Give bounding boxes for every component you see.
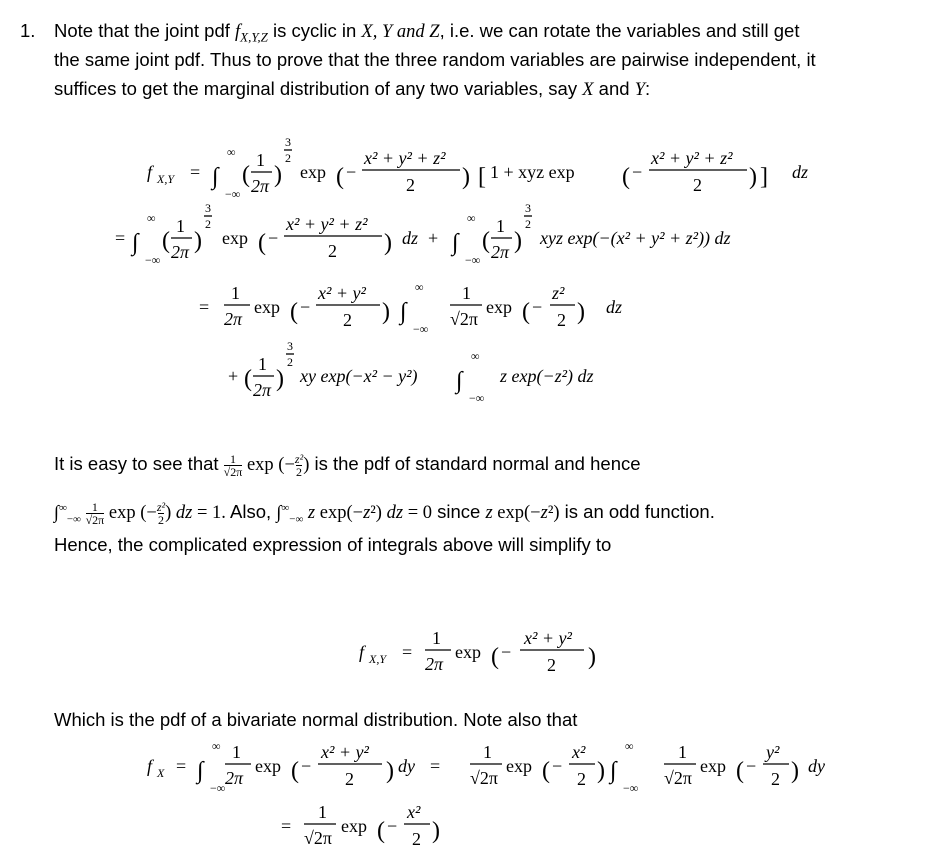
- joint-pdf-symbol: $f_{X,Y,Z}$: [235, 22, 268, 45]
- svg-text:exp: exp: [506, 756, 532, 776]
- svg-text:2: 2: [771, 769, 780, 789]
- svg-text:exp: exp: [300, 162, 326, 182]
- svg-text:z²: z²: [552, 283, 565, 303]
- svg-text:−: −: [301, 756, 312, 776]
- svg-text:−: −: [387, 816, 398, 836]
- equation-row-3: [199, 280, 622, 336]
- svg-text:∞: ∞: [625, 739, 634, 753]
- svg-text:): ): [382, 299, 390, 325]
- svg-text:√2π: √2π: [304, 828, 332, 848]
- svg-text:(: (: [244, 366, 252, 392]
- derivation-equations: [0, 120, 952, 425]
- svg-text:2: 2: [287, 355, 293, 369]
- svg-text:): ): [514, 228, 522, 254]
- svg-text:2: 2: [557, 310, 566, 330]
- intro-text-1b: is cyclic in: [267, 20, 362, 41]
- svg-text:): ): [749, 164, 757, 190]
- svg-text:): ): [597, 758, 605, 784]
- svg-text:−∞: −∞: [210, 781, 226, 795]
- svg-text:=: =: [115, 228, 126, 248]
- svg-text:): ): [276, 366, 284, 392]
- svg-text:−∞: −∞: [413, 322, 429, 336]
- svg-text:2π: 2π: [225, 768, 244, 788]
- svg-text:∞: ∞: [471, 349, 480, 363]
- svg-text:exp: exp: [700, 756, 726, 776]
- svg-text:(: (: [258, 230, 266, 256]
- svg-text:√2π: √2π: [450, 309, 478, 329]
- svg-text:): ): [384, 230, 392, 256]
- svg-text:dy: dy: [808, 756, 825, 776]
- marginal-row-1: [147, 739, 825, 795]
- svg-text:=: =: [199, 297, 210, 317]
- svg-text:xy exp(−x² − y²): xy exp(−x² − y²): [300, 366, 418, 386]
- svg-text:X,Y: X,Y: [157, 172, 175, 186]
- svg-text:∫: ∫: [197, 758, 204, 784]
- svg-text:(: (: [242, 162, 250, 188]
- svg-text:∞: ∞: [467, 211, 476, 225]
- svg-text:1: 1: [176, 216, 185, 236]
- para2-line-3: Hence, the complicated expression of integrals above will simplify to: [54, 534, 612, 555]
- equation-row-2: [115, 201, 731, 267]
- svg-text:−: −: [632, 162, 643, 182]
- svg-text:=: =: [430, 756, 441, 776]
- svg-text:x² + y²: x² + y²: [524, 628, 572, 648]
- svg-text:−: −: [268, 228, 279, 248]
- svg-text:x² + y² + z²: x² + y² + z²: [286, 214, 368, 234]
- equation-row-1: [147, 135, 808, 201]
- svg-text:−: −: [746, 756, 757, 776]
- svg-text:x²: x²: [572, 742, 586, 762]
- svg-text:2π: 2π: [251, 176, 270, 196]
- svg-text:2: 2: [406, 175, 415, 195]
- svg-text:1: 1: [318, 802, 327, 822]
- svg-text:dz: dz: [606, 297, 623, 317]
- marginal-equation: [0, 730, 952, 866]
- svg-text:(: (: [291, 758, 299, 784]
- svg-text:2π: 2π: [253, 380, 272, 400]
- svg-text:(: (: [162, 228, 170, 254]
- svg-text:): ): [588, 644, 596, 670]
- svg-text:2: 2: [577, 769, 586, 789]
- svg-text:(: (: [522, 299, 530, 325]
- svg-text:2π: 2π: [425, 654, 444, 674]
- svg-text:1: 1: [258, 354, 267, 374]
- svg-text:z exp(−z²) dz: z exp(−z²) dz: [500, 366, 594, 386]
- svg-text:): ): [432, 818, 440, 844]
- svg-text:(: (: [622, 164, 630, 190]
- svg-text:y²: y²: [766, 742, 780, 762]
- svg-text:3: 3: [525, 201, 531, 215]
- svg-text:dz: dz: [402, 228, 419, 248]
- svg-text:exp: exp: [486, 297, 512, 317]
- svg-text:1: 1: [483, 742, 492, 762]
- svg-text:∞: ∞: [415, 280, 424, 294]
- svg-text:): ): [791, 758, 799, 784]
- svg-text:3: 3: [287, 339, 293, 353]
- equation-row-4: [228, 339, 594, 405]
- svg-text:−∞: −∞: [145, 253, 161, 267]
- svg-text:−: −: [501, 642, 512, 662]
- svg-text:dz: dz: [792, 162, 809, 182]
- svg-text:(: (: [482, 228, 490, 254]
- svg-text:1: 1: [256, 150, 265, 170]
- svg-text:∫: ∫: [212, 164, 219, 190]
- svg-text:2: 2: [525, 217, 531, 231]
- svg-text:dy: dy: [398, 756, 415, 776]
- svg-text:): ): [386, 758, 394, 784]
- svg-text:x² + y²: x² + y²: [318, 283, 366, 303]
- svg-text:1: 1: [496, 216, 505, 236]
- svg-text:−∞: −∞: [623, 781, 639, 795]
- svg-text:=: =: [176, 756, 187, 776]
- svg-text:2: 2: [205, 217, 211, 231]
- svg-text:): ): [274, 162, 282, 188]
- svg-text:−∞: −∞: [225, 187, 241, 201]
- svg-text:(: (: [542, 758, 550, 784]
- para3-line: Which is the pdf of a bivariate normal distribution. Note also that: [54, 709, 578, 730]
- para2-line-2: $\int^\infty_{-\infty} \frac{1}{√2\pi}$ $\exp (-\frac{\text{z²}}{2})$ dz = 1. Also, $\int^\infty_{-\infty}$ z exp(−z²) dz = 0 since z exp(−z²) is an odd function.: [54, 500, 715, 528]
- std-normal-pdf: $\frac{1}{√2\pi}$ $\exp (-\frac{\text{z²}}{2})$: [223, 451, 310, 479]
- svg-text:−: −: [300, 297, 311, 317]
- svg-text:∫: ∫: [456, 368, 463, 394]
- svg-text:exp: exp: [254, 297, 280, 317]
- svg-text:]: ]: [760, 164, 768, 190]
- svg-text:−∞: −∞: [465, 253, 481, 267]
- svg-text:1 + xyz exp: 1 + xyz exp: [490, 162, 575, 182]
- svg-text:(: (: [336, 164, 344, 190]
- svg-text:2π: 2π: [491, 242, 510, 262]
- intro-line-2: the same joint pdf. Thus to prove that the three random variables are pairwise independent, it: [54, 49, 816, 70]
- svg-text:∞: ∞: [212, 739, 221, 753]
- svg-text:−: −: [346, 162, 357, 182]
- svg-text:(: (: [290, 299, 298, 325]
- para2-line-1: It is easy to see that $\frac{1}{√2\pi}$ $\exp (-\frac{\text{z²}}{2})$ is the pdf of standard normal and hence: [54, 451, 641, 479]
- svg-text:exp: exp: [222, 228, 248, 248]
- svg-text:√2π: √2π: [664, 768, 692, 788]
- svg-text:3: 3: [285, 135, 291, 149]
- svg-text:(: (: [377, 818, 385, 844]
- svg-text:−∞: −∞: [469, 391, 485, 405]
- svg-text:2: 2: [285, 151, 291, 165]
- svg-text:1: 1: [432, 628, 441, 648]
- intro-line-3: suffices to get the marginal distribution of any two variables, say X and Y:: [54, 78, 651, 100]
- svg-text:=: =: [190, 162, 201, 182]
- svg-text:X: X: [157, 766, 165, 780]
- integral-std-normal: $\int^\infty_{-\infty} \frac{1}{√2\pi}$ $\exp (-\frac{\text{z²}}{2})$ dz = 1.: [54, 500, 226, 528]
- svg-text:(: (: [491, 644, 499, 670]
- svg-text:1: 1: [678, 742, 687, 762]
- svg-text:2: 2: [328, 241, 337, 261]
- svg-text:x²: x²: [407, 802, 421, 822]
- svg-text:+: +: [228, 366, 239, 386]
- svg-text:[: [: [478, 164, 486, 190]
- svg-text:): ): [462, 164, 470, 190]
- svg-text:3: 3: [205, 201, 211, 215]
- svg-text:f: f: [147, 756, 153, 776]
- intro-text-1a: Note that the joint pdf: [54, 20, 236, 41]
- svg-text:√2π: √2π: [470, 768, 498, 788]
- result-equation: [0, 610, 952, 690]
- svg-text:2π: 2π: [224, 309, 243, 329]
- svg-text:2: 2: [412, 829, 421, 849]
- svg-text:(: (: [736, 758, 744, 784]
- marginal-row-2: [281, 802, 440, 849]
- svg-text:1: 1: [232, 742, 241, 762]
- svg-text:−: −: [552, 756, 563, 776]
- svg-text:x² + y² + z²: x² + y² + z²: [364, 148, 446, 168]
- intro-text-1c: , i.e. we can rotate the variables and still get: [439, 20, 800, 41]
- svg-text:exp: exp: [255, 756, 281, 776]
- svg-text:): ): [577, 299, 585, 325]
- svg-text:1: 1: [462, 283, 471, 303]
- svg-text:2: 2: [345, 769, 354, 789]
- svg-text:exp: exp: [455, 642, 481, 662]
- svg-text:x² + y² + z²: x² + y² + z²: [651, 148, 733, 168]
- svg-text:∞: ∞: [147, 211, 156, 225]
- svg-text:−: −: [532, 297, 543, 317]
- svg-text:xyz exp(−(x² + y² + z²)) dz: xyz exp(−(x² + y² + z²)) dz: [540, 228, 731, 248]
- svg-text:2π: 2π: [171, 242, 190, 262]
- svg-text:2: 2: [693, 175, 702, 195]
- svg-text:2: 2: [547, 655, 556, 675]
- svg-text:∫: ∫: [132, 230, 139, 256]
- svg-text:2: 2: [343, 310, 352, 330]
- svg-text:∫: ∫: [610, 758, 617, 784]
- svg-text:∞: ∞: [227, 145, 236, 159]
- svg-text:=: =: [402, 642, 413, 662]
- xyz-variables: X, Y and Z: [361, 22, 440, 42]
- svg-text:x² + y²: x² + y²: [321, 742, 369, 762]
- svg-text:): ): [194, 228, 202, 254]
- svg-text:1: 1: [231, 283, 240, 303]
- svg-text:∫: ∫: [452, 230, 459, 256]
- svg-text:+: +: [428, 228, 439, 248]
- svg-text:∫: ∫: [400, 299, 407, 325]
- svg-text:=: =: [281, 816, 292, 836]
- svg-text:X,Y: X,Y: [369, 652, 387, 666]
- svg-text:f: f: [359, 642, 365, 662]
- svg-text:f: f: [147, 162, 153, 182]
- svg-text:exp: exp: [341, 816, 367, 836]
- list-number: 1.: [20, 20, 36, 41]
